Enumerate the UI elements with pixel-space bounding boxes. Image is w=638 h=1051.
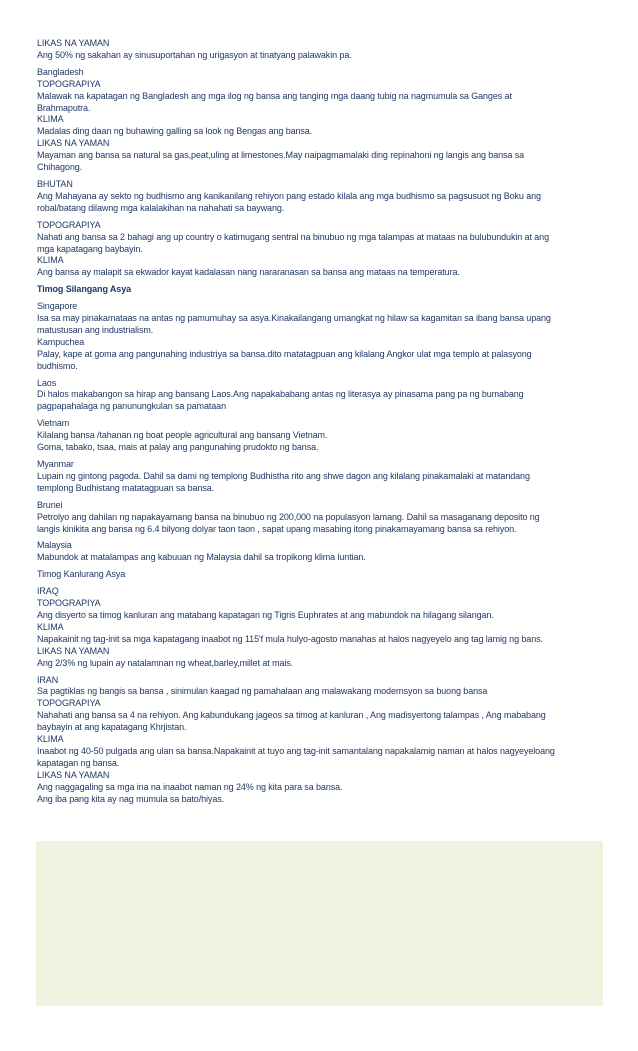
text-block xyxy=(37,500,603,536)
text-line: budhismo. xyxy=(37,360,78,371)
text-line: Di halos makabangon sa hirap ang bansang Laos.Ang napakababang antas ng literasya ay pinasama pang pa ng bumabang xyxy=(37,389,524,400)
text-line: Ang Mahayana ay sekto ng budhismo ang kanikanilang rehiyon pang estado kilala ang mga budhismo sa pagsusuot ng Boku ang xyxy=(37,190,541,201)
document-body xyxy=(37,38,603,810)
text-line: Isa sa may pinakamataas na antas ng pamumuhay sa asya.Kinakailangang umangkat ng hilaw sa kagamitan sa ibang bansa upang xyxy=(37,313,551,324)
text-block xyxy=(37,284,603,296)
text-line: Nahati ang bansa sa 2 bahagi ang up country o katimugang sentral na binubuo ng mga talampas at mataas na bulubundukin at ang xyxy=(37,231,549,242)
text-line: LIKAS NA YAMAN xyxy=(37,38,110,48)
text-line: baybayin at ang kapatagang Khrjistan. xyxy=(37,722,187,733)
text-line: matustusan ang industrialism. xyxy=(37,324,154,335)
shaded-panel xyxy=(36,841,603,1006)
text-line: IRAQ xyxy=(37,586,59,597)
text-line: Petrolyo ang dahilan ng napakayamang bansa na binubuo ng 200,000 na populasyon lamang. Dahil sa masaganang deposito ng xyxy=(37,511,540,522)
text-line: Palay, kape at goma ang pangunahing industriya sa bansa.dito matatagpuan ang kilalang Angkor ulat mga templo at palasyong xyxy=(37,348,532,359)
text-block xyxy=(37,378,603,414)
text-line: KLIMA xyxy=(37,621,64,632)
text-block xyxy=(37,569,603,581)
text-line: TOPOGRAPIYA xyxy=(37,219,101,230)
text-line: Ang bansa ay malapit sa ekwador kayat kadalasan nang nararanasan sa bansa ang mataas na temperatura. xyxy=(37,267,460,278)
text-line: Napakainit ng tag-init sa mga kapatagang inaabot ng 115'f mula hulyo-agosto manahas at halos nagyeyelo ang tag lamig ng bans. xyxy=(37,633,543,644)
text-line: TOPOGRAPIYA xyxy=(37,78,101,89)
text-line: Ang 2/3% ng lupain ay natalamnan ng wheat,barley,millet at mais. xyxy=(37,657,294,668)
text-line: kapatagan ng bansa. xyxy=(37,757,120,768)
text-line: Ang disyerto sa timog kanluran ang matabang kapatagan ng Tigris Euphrates at ang mabundok na hilagang silangan. xyxy=(37,609,494,620)
text-line: Mabundok at matalampas ang kabuuan ng Malaysia dahil sa tropikong klima luntian. xyxy=(37,552,366,563)
text-block xyxy=(37,220,603,280)
text-line: Brahmaputra. xyxy=(37,102,91,113)
text-line: Timog Silangang Asya xyxy=(37,284,132,295)
text-block xyxy=(37,67,603,174)
text-line: LIKAS NA YAMAN xyxy=(37,769,110,780)
text-line: Vietnam xyxy=(37,418,70,429)
text-line: langis kinikita ang bansa ng 6.4 bilyong dolyar taon taon , sapat upang masabing itong pinakamayamang bansa sa rehiyon. xyxy=(37,523,517,534)
text-line: Ang naggagaling sa mga ina na inaabot naman ng 24% ng kita para sa bansa. xyxy=(37,781,343,792)
text-line: mga kapatagang baybayin. xyxy=(37,243,143,254)
text-line: robal/batang dilawng mga kalalakihan na nahahati sa baywang. xyxy=(37,202,285,213)
text-line: Madalas ding daan ng buhawing galling sa look ng Bengas ang bansa. xyxy=(37,126,313,137)
text-line: Sa pagtiklas ng bangis sa bansa , sinimulan kaagad ng pamahalaan ang malawakang modernsyon sa buong bansa xyxy=(37,686,488,697)
text-block xyxy=(37,179,603,215)
text-line: Myanmar xyxy=(37,459,74,469)
text-line: TOPOGRAPIYA xyxy=(37,698,101,709)
text-block xyxy=(37,586,603,669)
text-line: Kilalang bansa /tahanan ng boat people agricultural ang bansang Vietnam. xyxy=(37,430,328,441)
text-block xyxy=(37,38,603,62)
text-block xyxy=(37,301,603,372)
text-line: IRAN xyxy=(37,674,59,685)
text-line: Malaysia xyxy=(37,540,72,551)
text-block xyxy=(37,540,603,564)
text-line: LIKAS NA YAMAN xyxy=(37,138,110,149)
text-line: Bangladesh xyxy=(37,66,84,77)
text-block xyxy=(37,459,603,495)
text-line: Ang iba pang kita ay nag mumula sa bato/hiyas. xyxy=(37,793,225,804)
text-line: Inaabot ng 40-50 pulgada ang ulan sa bansa.Napakainit at tuyo ang tag-init samantalang napakalamig naman at halos nagyeyeloang xyxy=(37,745,555,756)
text-line: KLIMA xyxy=(37,255,64,266)
text-line: Singapore xyxy=(37,301,78,312)
text-block xyxy=(37,675,603,806)
text-line: Ang 50% ng sakahan ay sinusuportahan ng urigasyon at tinatyang palawakin pa. xyxy=(37,49,352,60)
text-line: templong Budhistang matatagpuan sa bansa. xyxy=(37,482,215,493)
text-line: Nahahati ang bansa sa 4 na rehiyon. Ang kabundukang jageos sa timog at kanluran , Ang madisyertong talampas , Ang mababang xyxy=(37,710,546,721)
text-block xyxy=(37,418,603,454)
text-line: LIKAS NA YAMAN xyxy=(37,645,110,656)
text-line: Chihagong. xyxy=(37,162,83,173)
text-line: KLIMA xyxy=(37,734,64,745)
text-line: TOPOGRAPIYA xyxy=(37,598,101,609)
text-line: Mayaman ang bansa sa natural sa gas,peat,uling at limestones.May naipagmamalaki ding repinahoni ng langis ang bansa sa xyxy=(37,150,525,161)
text-line: Laos xyxy=(37,377,57,388)
text-line: Goma, tabako, tsaa, mais at palay ang pangunahing prudokto ng bansa. xyxy=(37,442,319,453)
text-line: Malawak na kapatagan ng Bangladesh ang mga ilog ng bansa ang tanging mga daang tubig na nagmumula sa Ganges at xyxy=(37,90,512,101)
text-line: pagpapahalaga ng panunungkulan sa pamataan xyxy=(37,401,226,412)
text-line: KLIMA xyxy=(37,114,64,125)
text-line: Brunei xyxy=(37,499,63,510)
text-line: Kampuchea xyxy=(37,336,85,347)
text-line: BHUTAN xyxy=(37,178,73,189)
text-line: Lupain ng gintong pagoda. Dahil sa dami ng templong Budhistha rito ang shwe dagon ang kilalang pinakamalaki at matandang xyxy=(37,470,530,481)
text-line: Timog Kanlurang Asya xyxy=(37,569,126,580)
